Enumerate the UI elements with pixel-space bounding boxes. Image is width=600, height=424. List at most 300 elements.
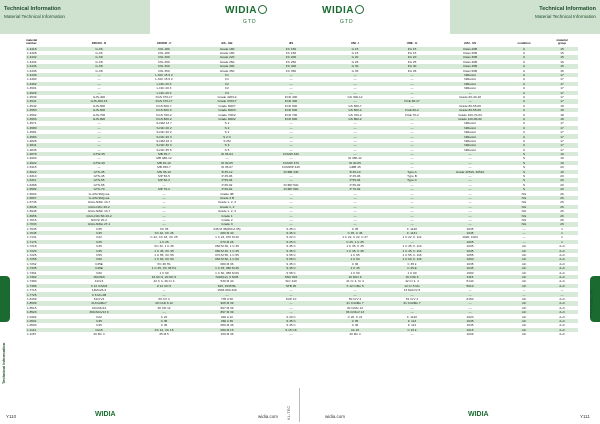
table-cell: 17 <box>546 121 578 125</box>
table-cell: FG 15 <box>386 51 438 55</box>
table-cell: 1055 <box>438 253 502 257</box>
table-cell: 1035 <box>438 319 502 323</box>
table-cell: 905 M 39 <box>196 301 258 305</box>
table-cell: — <box>502 292 546 296</box>
table-cell: S 15 CK <box>258 328 324 332</box>
table-cell: 1 <box>546 227 578 231</box>
table-cell: 1.4922 <box>26 161 66 165</box>
table-cell: G 20 <box>324 55 386 59</box>
table-cell: S 2 C <box>196 134 258 138</box>
table-cell: 35 M 5 <box>132 332 196 336</box>
table-cell: Type B <box>386 174 438 178</box>
table-cell: — <box>324 218 386 222</box>
table-cell: Grade 1, 2, 3 <box>196 200 258 204</box>
table-cell: FCMB 340 <box>258 170 324 174</box>
table-cell: 1.7015 <box>26 218 66 222</box>
table-cell: Grade 2 <box>196 218 258 222</box>
table-cell: mF <box>502 314 546 318</box>
table-cell: X 12 CrMo5 <box>66 284 132 288</box>
table-cell: 1.7045 <box>26 231 66 235</box>
table-cell: 20 <box>546 183 578 187</box>
table-cell: 1 C 55, F. 115 <box>386 253 438 257</box>
table-cell: — <box>386 134 438 138</box>
table-cell: — <box>324 121 386 125</box>
table-cell: C60 <box>66 257 132 261</box>
table-cell: C 45, C 45 <box>324 231 386 235</box>
table-cell: FG 15 <box>386 47 438 51</box>
table-cell: B 35-10 <box>324 170 386 174</box>
table-cell: S 45 C <box>258 231 324 235</box>
table-cell: — <box>386 205 438 209</box>
table-cell: MB 450-7 <box>132 165 196 169</box>
table-cell: NiResist <box>438 121 502 125</box>
table-cell: NG <box>502 222 546 226</box>
table-cell: C 35 <box>324 227 386 231</box>
table-cell: C 20, C 21 <box>324 314 386 318</box>
table-cell: 1.0503 <box>26 323 66 327</box>
table-cell: 51 CrV 4 <box>386 297 438 301</box>
table-cell: — <box>132 310 196 314</box>
table-cell: GGG-NiCrNb 20-2 <box>66 213 132 217</box>
table-cell: S 3 <box>196 143 258 147</box>
table-cell: S 5 <box>196 148 258 152</box>
table-cell: 36 CrMoV 13 <box>324 310 386 314</box>
table-cell: S 35 C <box>258 227 324 231</box>
table-cell: 1.4428 <box>26 51 66 55</box>
table-cell: — <box>386 222 438 226</box>
table-cell: 1.4436 <box>26 64 66 68</box>
table-cell: 1 C 35, F. 113 <box>386 244 438 248</box>
table-cell: — <box>386 240 438 244</box>
table-cell: 1.4581 <box>26 130 66 134</box>
table-cell: 2+3 <box>546 262 578 266</box>
table-cell: 1 C 22, C 22, C 27 <box>324 235 386 239</box>
footer-url-left: widia.com <box>258 414 279 419</box>
table-cell: FGE 60-2 <box>386 108 438 112</box>
table-cell: — <box>258 178 324 182</box>
table-cell: 26 <box>546 222 578 226</box>
table-cell: FGS 800-2 <box>132 117 196 121</box>
table-cell: 15 <box>546 51 578 55</box>
table-cell: G 15 <box>324 47 386 51</box>
table-cell: S <box>502 161 546 165</box>
table-cell: MP 50-5 <box>132 174 196 178</box>
table-cell: GTS-70 <box>66 187 132 191</box>
table-row <box>26 332 578 336</box>
table-cell: GJS-400-15 <box>66 99 132 103</box>
table-cell: S-NiC 35 5 <box>132 148 196 152</box>
table-cell: S-NiC 20 3 <box>132 134 196 138</box>
table-cell: 1.4439 <box>26 73 66 77</box>
table-cell: — <box>132 209 196 213</box>
header-title-left: Technical Information <box>4 6 61 12</box>
table-cell: W 35-04 <box>196 152 258 156</box>
table-cell: — <box>438 310 502 314</box>
table-cell: — <box>132 218 196 222</box>
table-cell: S <box>502 165 546 169</box>
table-cell: — <box>386 130 438 134</box>
table-cell: — <box>324 143 386 147</box>
table-cell: — <box>386 218 438 222</box>
table-cell: — <box>386 191 438 195</box>
table-cell: 1.7176 <box>26 240 66 244</box>
table-cell: 1 C 45, 080 M 46 <box>196 266 258 270</box>
table-cell: C 15 k <box>386 328 438 332</box>
table-cell: 17 <box>546 126 578 130</box>
table-cell: F. 1130 <box>386 227 438 231</box>
table-cell: NG <box>502 196 546 200</box>
table-cell: — <box>502 227 546 231</box>
table-cell: S-NiC 20 2 <box>132 126 196 130</box>
table-cell: FCMWP 440 <box>258 165 324 169</box>
table-cell: S-NiM 13 7 <box>132 121 196 125</box>
table-cell: X 12 CrMo 5 <box>324 284 386 288</box>
table-cell: — <box>66 73 132 77</box>
table-cell: 2+3 <box>546 257 578 261</box>
table-cell: 1 C 55 <box>324 253 386 257</box>
table-cell: 17 <box>546 86 578 90</box>
page-number-right: Y111 <box>580 414 590 419</box>
table-cell: FGS 370-17 <box>132 95 196 99</box>
table-cell: — <box>324 130 386 134</box>
table-cell: L-NiC 15 6 2 <box>132 77 196 81</box>
column-header: UNE · E <box>406 41 418 46</box>
table-cell: 26 <box>546 205 578 209</box>
table-cell: Grade 32510, 32510 <box>438 170 502 174</box>
table-cell: GTS-35 <box>66 170 132 174</box>
table-cell: mF <box>502 253 546 257</box>
table-cell: 1.6368 <box>26 183 66 187</box>
table-cell: L-NiC 20 3 <box>132 91 196 95</box>
table-body <box>26 47 578 337</box>
logo-text: WIDIA <box>225 5 257 16</box>
table-cell: U <box>502 143 546 147</box>
table-cell: 15 CrNi 6 <box>386 275 438 279</box>
table-cell: FG 35 <box>386 69 438 73</box>
table-cell: — <box>502 231 546 235</box>
table-cell: F. 114 <box>386 323 438 327</box>
table-cell: U <box>502 117 546 121</box>
table-cell: XC 38 H1 <box>132 262 196 266</box>
table-cell: — <box>258 77 324 81</box>
table-cell: 060 M 36, 1 C 35 <box>196 244 258 248</box>
table-cell: 17 <box>546 82 578 86</box>
table-cell: — <box>438 200 502 204</box>
table-cell: — <box>438 99 502 103</box>
table-cell: 1.7725 <box>26 292 66 296</box>
table-cell: — <box>66 82 132 86</box>
table-cell: FG 30 <box>386 64 438 68</box>
table-cell: 41CrAlMo7 <box>66 301 132 305</box>
table-cell: S 45 C <box>258 323 324 327</box>
table-cell: SNC 815 <box>258 275 324 279</box>
table-cell: — <box>386 161 438 165</box>
table-cell: 15 <box>546 55 578 59</box>
column-header: condition <box>517 41 531 46</box>
table-cell: Grade 4 B <box>196 196 258 200</box>
table-cell: 1045 <box>438 266 502 270</box>
table-cell: Type C <box>386 178 438 182</box>
table-cell: FCD 600 <box>258 108 324 112</box>
table-cell: — <box>258 126 324 130</box>
table-cell: FG 25 <box>386 60 438 64</box>
table-cell: mF <box>502 244 546 248</box>
table-cell: GJS-800 <box>66 117 132 121</box>
table-cell: F6L 180 <box>132 51 196 55</box>
table-cell: 12 Cr 5 Mo <box>386 284 438 288</box>
table-cell: — <box>258 196 324 200</box>
table-cell: Grade 120-90-02 <box>438 117 502 121</box>
table-cell: — <box>324 82 386 86</box>
table-cell: — <box>258 174 324 178</box>
table-cell: 15CrNi6 <box>66 275 132 279</box>
table-cell: U <box>502 73 546 77</box>
table-cell: Grade 1, 2, 3 <box>196 209 258 213</box>
table-cell: W 45-07 <box>196 165 258 169</box>
table-cell: NiResist <box>438 130 502 134</box>
table-cell: 1.7131 <box>26 235 66 239</box>
table-cell: — <box>386 196 438 200</box>
table-cell: NiResist <box>438 143 502 147</box>
table-cell: GS 700-2 <box>324 112 386 116</box>
table-cell: FC 300 <box>258 64 324 68</box>
table-cell: 5010 <box>438 284 502 288</box>
table-cell: — <box>386 82 438 86</box>
table-cell: — <box>386 213 438 217</box>
table-cell: NiResist <box>438 82 502 86</box>
table-cell: 1.4550 <box>26 108 66 112</box>
table-cell: 1.4460 <box>26 77 66 81</box>
table-cell: 1045 <box>438 231 502 235</box>
table-cell: S 2M <box>196 139 258 143</box>
table-cell: 1.7715 <box>26 288 66 292</box>
logo-mark-icon <box>258 5 267 14</box>
page-divider <box>299 388 300 422</box>
table-cell: — <box>386 117 438 121</box>
table-cell: 1.1141 <box>26 328 66 332</box>
table-cell: S <box>502 152 546 156</box>
table-cell: 16 <box>546 64 578 68</box>
table-cell: Class 20B <box>438 47 502 51</box>
table-cell: — <box>324 292 386 296</box>
table-cell: — <box>258 86 324 90</box>
logo-mark-icon <box>355 5 364 14</box>
table-cell: Grade 80-55-06 <box>438 108 502 112</box>
table-cell: 897 M 39 <box>196 306 258 310</box>
table-cell: C 25, 1 C 25 <box>324 240 386 244</box>
table-cell: 040 A 22 <box>196 314 258 318</box>
table-cell: F1 <box>196 77 258 81</box>
table-cell: 1020, 1023 <box>438 235 502 239</box>
widia-logo-left <box>225 5 267 16</box>
table-cell: G-X8 <box>66 60 132 64</box>
table-cell: U <box>502 126 546 130</box>
table-cell: — <box>132 205 196 209</box>
table-cell: — <box>258 191 324 195</box>
table-cell: — <box>66 134 132 138</box>
table-cell: FGE 70-2 <box>386 112 438 116</box>
table-cell: 1.7218 <box>26 244 66 248</box>
table-cell: — <box>438 152 502 156</box>
footer-url-right: widia.com <box>325 414 346 419</box>
table-cell: C 45 E <box>386 266 438 270</box>
table-cell: GTW-40 <box>66 161 132 165</box>
table-cell: — <box>66 121 132 125</box>
table-cell: GS 500-7 <box>324 104 386 108</box>
table-cell: C 45 <box>132 323 196 327</box>
table-cell: 1.7380 <box>26 279 66 283</box>
table-cell: 1.8509 <box>26 301 66 305</box>
table-cell: 080 M 46 <box>196 323 258 327</box>
table-cell: XC 42, XC 45 <box>132 231 196 235</box>
table-cell: 17 <box>546 99 578 103</box>
table-cell: — <box>258 148 324 152</box>
table-cell: — <box>258 205 324 209</box>
table-cell: C 22 <box>132 314 196 318</box>
table-cell: 1.6956 <box>26 213 66 217</box>
table-cell: 18 <box>546 112 578 116</box>
table-cell: FG 20 <box>386 55 438 59</box>
table-cell: — <box>324 191 386 195</box>
table-cell: P 45-06 <box>196 174 258 178</box>
table-cell: — <box>386 156 438 160</box>
table-cell: 41 CrAlMo 7 <box>386 301 438 305</box>
table-cell: 1020 <box>438 314 502 318</box>
table-cell: 1.4539 <box>26 95 66 99</box>
table-cell: U <box>502 91 546 95</box>
table-cell: Class 30B <box>438 55 502 59</box>
table-cell: 1 C 45, XC 45 <box>132 249 196 253</box>
table-cell: — <box>258 200 324 204</box>
table-cell: Class 50B <box>438 69 502 73</box>
table-cell: — <box>258 73 324 77</box>
material-cross-reference-table <box>26 39 578 336</box>
table-cell: 1.4542 <box>26 104 66 108</box>
table-cell: U <box>502 64 546 68</box>
table-cell: 1.7258 <box>26 257 66 261</box>
table-cell: 2+3 <box>546 323 578 327</box>
table-cell: — <box>258 134 324 138</box>
table-cell: — <box>258 301 324 305</box>
table-cell: 735 A 50 <box>196 297 258 301</box>
table-cell: — <box>386 292 438 296</box>
table-cell: mF <box>502 323 546 327</box>
table-cell: — <box>438 183 502 187</box>
table-cell: GTW-35 <box>66 152 132 156</box>
table-cell: S 20 C <box>258 314 324 318</box>
table-cell: C 22, XC 18, XC 25 <box>132 235 196 239</box>
table-cell: 1.7386 <box>26 284 66 288</box>
table-cell: U <box>502 55 546 59</box>
table-cell: 18 <box>546 108 578 112</box>
table-cell: 1.4541 <box>26 99 66 103</box>
table-cell: 16 NC 6, 20 NC 6 <box>132 275 196 279</box>
table-cell: C 35 <box>324 319 386 323</box>
table-cell: — <box>386 200 438 204</box>
table-cell: — <box>132 292 196 296</box>
table-cell: — <box>258 82 324 86</box>
table-cell: 1060 <box>438 257 502 261</box>
footer-logo-right: WIDIA <box>468 411 489 418</box>
table-cell: U <box>502 77 546 81</box>
table-cell: P 55-04 <box>196 178 258 182</box>
table-cell: SCr 440 <box>258 279 324 283</box>
table-cell: — <box>386 77 438 81</box>
table-cell: 13 MoCrV 6 <box>386 288 438 292</box>
table-cell: 2+3 <box>546 297 578 301</box>
table-cell: 1.0402 <box>26 314 66 318</box>
table-cell: 1.6746 <box>26 200 66 204</box>
table-cell: U <box>502 82 546 86</box>
table-cell: — <box>386 310 438 314</box>
table-cell: Class 20B <box>438 51 502 55</box>
table-cell: NG <box>502 200 546 204</box>
table-cell: — <box>324 126 386 130</box>
table-cell: F. 1131 <box>386 231 438 235</box>
page-number-left: Y110 <box>6 414 17 419</box>
table-cell: — <box>258 332 324 336</box>
table-cell: 30 CD 12 <box>132 306 196 310</box>
table-cell: 2+3 <box>546 310 578 314</box>
table-cell: 1 C 55, XC 55 <box>132 253 196 257</box>
table-cell: NiResist <box>438 73 502 77</box>
table-cell: 20 <box>546 187 578 191</box>
table-cell: G-AlSi 9Mg wa <box>66 196 132 200</box>
table-cell: GGG-NiCr 20-2 <box>66 205 132 209</box>
table-cell: C60 <box>66 271 132 275</box>
table-cell: MP 70-2 <box>132 187 196 191</box>
table-cell: 19 <box>546 156 578 160</box>
table-cell: — <box>132 213 196 217</box>
table-cell: F2 <box>196 86 258 90</box>
table-cell: — <box>258 213 324 217</box>
table-cell: 1.4432 <box>26 55 66 59</box>
table-cell: FCMW 330 <box>258 152 324 156</box>
table-cell: — <box>324 77 386 81</box>
table-cell: GGG-NiMo 27-1 <box>66 222 132 226</box>
table-cell: C35 <box>66 244 132 248</box>
table-cell: S <box>502 178 546 182</box>
table-cell: 26 <box>546 209 578 213</box>
table-cell: 2+3 <box>546 328 578 332</box>
table-cell: 2+3 <box>546 266 578 270</box>
table-cell: mF <box>502 284 546 288</box>
table-cell: — <box>258 121 324 125</box>
table-cell: 1.7035 <box>26 227 66 231</box>
table-cell: mF <box>502 319 546 323</box>
table-cell: — <box>438 156 502 160</box>
table-cell: — <box>132 196 196 200</box>
table-cell: S 35 C <box>258 319 324 323</box>
table-cell: 1.7033 <box>26 222 66 226</box>
header-title-right: Technical Information <box>539 6 596 12</box>
table-cell: — <box>258 91 324 95</box>
table-cell: STB 25 <box>258 284 324 288</box>
table-cell: S-NiC 20 2 <box>132 130 196 134</box>
table-cell: — <box>66 130 132 134</box>
table-cell: — <box>66 148 132 152</box>
column-header: BS · GB <box>221 41 233 46</box>
table-cell: NG <box>502 218 546 222</box>
table-cell: — <box>438 292 502 296</box>
table-cell: S 45 C <box>258 249 324 253</box>
table-cell: GS 600-2 <box>324 108 386 112</box>
table-cell: — <box>66 165 132 169</box>
table-cell: 1.4434 <box>26 60 66 64</box>
footer-logo-left: WIDIA <box>95 411 116 418</box>
table-cell: — <box>324 73 386 77</box>
table-cell: 1035 <box>438 262 502 266</box>
